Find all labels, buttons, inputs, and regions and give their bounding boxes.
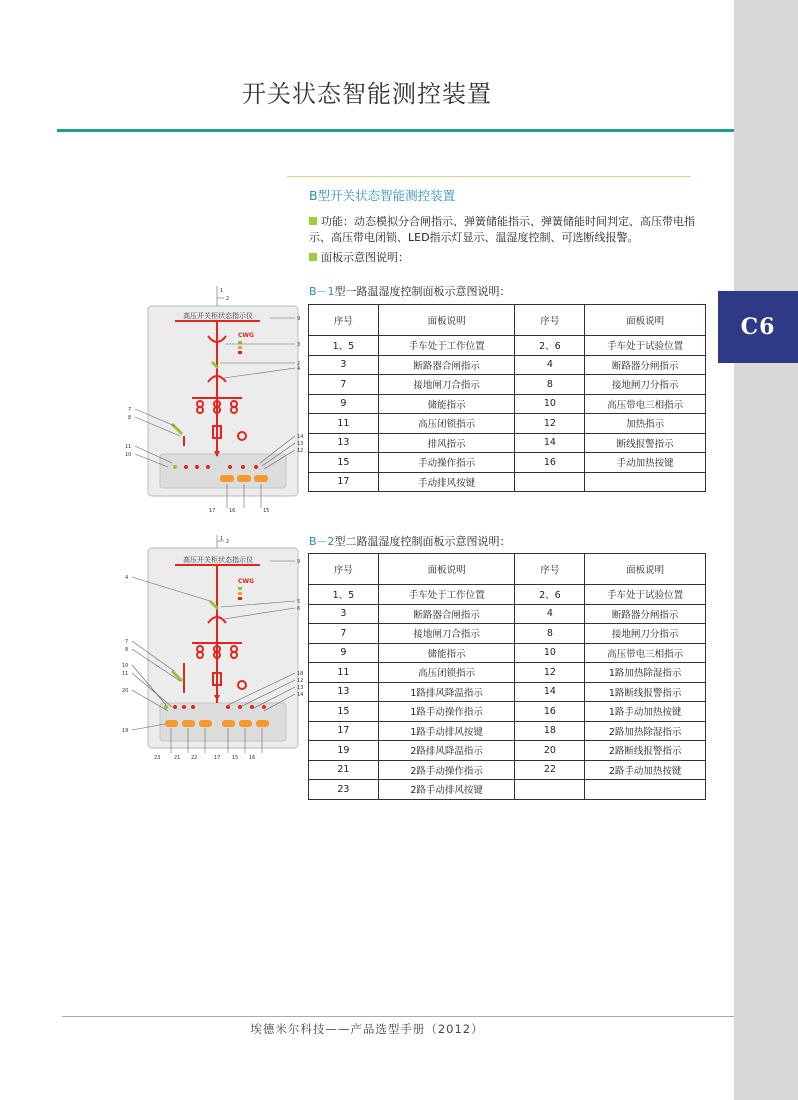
table-cell: 断路器分闸指示 xyxy=(585,604,706,624)
table-cell: 手动排风按键 xyxy=(378,472,515,492)
logo-text: CWG xyxy=(238,332,254,339)
table-cell: 17 xyxy=(309,721,379,741)
bullet-square-icon xyxy=(309,217,317,225)
svg-text:8: 8 xyxy=(128,415,132,421)
table-row xyxy=(309,721,706,741)
table-cell: 15 xyxy=(309,702,379,722)
table-row xyxy=(309,375,706,395)
table-header-cell: 序号 xyxy=(309,305,379,336)
section-title: B型开关状态智能测控装置 xyxy=(309,188,456,203)
table-cell: 8 xyxy=(515,375,585,395)
table-row xyxy=(309,394,706,414)
panel-note: 面板示意图说明： xyxy=(309,250,704,266)
table-row xyxy=(309,760,706,780)
status-led-legend xyxy=(238,341,242,354)
table-cell: 9 xyxy=(309,394,379,414)
table-cell: 11 xyxy=(309,414,379,434)
table-header-cell: 序号 xyxy=(309,554,379,585)
chapter-tab: C6 xyxy=(718,291,798,363)
bullet-square-icon xyxy=(309,253,317,261)
status-led-legend xyxy=(238,587,242,600)
svg-text:22: 22 xyxy=(191,755,198,761)
table-row xyxy=(309,682,706,702)
table-cell: 4 xyxy=(515,355,585,375)
svg-text:10: 10 xyxy=(122,663,129,669)
svg-text:4: 4 xyxy=(125,575,129,581)
table-cell: 4 xyxy=(515,604,585,624)
table-header-cell: 面板说明 xyxy=(378,554,515,585)
svg-text:18: 18 xyxy=(297,671,304,677)
table-row xyxy=(309,336,706,356)
svg-text:9: 9 xyxy=(297,316,301,322)
table-cell: 手车处于工作位置 xyxy=(378,585,515,605)
table-cell: 1、5 xyxy=(309,336,379,356)
page-footer: 埃德米尔科技——产品选型手册（2012） xyxy=(250,1022,484,1036)
table-cell: 8 xyxy=(515,624,585,644)
table-cell: 13 xyxy=(309,682,379,702)
table-cell: 23 xyxy=(309,780,379,800)
table-cell: 断线报警指示 xyxy=(585,433,706,453)
table-cell: 2路手动排风按键 xyxy=(378,780,515,800)
table-cell: 2路加热除湿指示 xyxy=(585,721,706,741)
table-cell: 断路器分闸指示 xyxy=(585,355,706,375)
svg-text:2: 2 xyxy=(226,539,230,545)
table-cell: 14 xyxy=(515,682,585,702)
table-cell: 手车处于工作位置 xyxy=(378,336,515,356)
table-cell: 22 xyxy=(515,760,585,780)
table-cell: 10 xyxy=(515,394,585,414)
svg-text:21: 21 xyxy=(174,755,181,761)
svg-text:15: 15 xyxy=(232,755,239,761)
svg-text:11: 11 xyxy=(122,671,129,677)
table-row xyxy=(309,453,706,473)
svg-text:23: 23 xyxy=(154,755,161,761)
svg-text:7: 7 xyxy=(125,639,129,645)
table-cell: 储能指示 xyxy=(378,643,515,663)
svg-text:2: 2 xyxy=(226,296,230,302)
table-cell xyxy=(585,780,706,800)
table-cell: 断路器合闸指示 xyxy=(378,604,515,624)
table-cell: 11 xyxy=(309,663,379,683)
table-cell: 10 xyxy=(515,643,585,663)
table-cell: 2路手动操作指示 xyxy=(378,760,515,780)
table-cell: 2、6 xyxy=(515,585,585,605)
b2-caption: B－2型二路温湿度控制面板示意图说明： xyxy=(309,535,511,548)
svg-text:16: 16 xyxy=(249,755,256,761)
table-header-cell: 序号 xyxy=(515,554,585,585)
table-cell: 14 xyxy=(515,433,585,453)
svg-text:19: 19 xyxy=(122,728,129,734)
table-header-row xyxy=(309,305,706,336)
table-cell: 18 xyxy=(515,721,585,741)
b1-spec-table xyxy=(308,304,706,492)
table-cell xyxy=(515,472,585,492)
table-cell: 16 xyxy=(515,702,585,722)
table-cell: 1路手动排风按键 xyxy=(378,721,515,741)
table-header-cell: 面板说明 xyxy=(585,554,706,585)
table-cell: 12 xyxy=(515,414,585,434)
table-cell: 加热指示 xyxy=(585,414,706,434)
table-cell: 16 xyxy=(515,453,585,473)
right-sidebar xyxy=(734,0,798,1100)
svg-text:15: 15 xyxy=(263,508,270,514)
table-row xyxy=(309,472,706,492)
table-cell: 1路手动操作指示 xyxy=(378,702,515,722)
table-cell: 2路断线报警指示 xyxy=(585,741,706,761)
table-cell: 储能指示 xyxy=(378,394,515,414)
table-cell: 15 xyxy=(309,453,379,473)
manual-buttons xyxy=(220,475,268,482)
table-cell: 手车处于试验位置 xyxy=(585,585,706,605)
svg-text:17: 17 xyxy=(209,508,216,514)
svg-text:20: 20 xyxy=(122,688,129,694)
svg-text:17: 17 xyxy=(214,755,221,761)
table-cell: 高压带电三相指示 xyxy=(585,394,706,414)
b1-panel-diagram xyxy=(120,286,305,514)
svg-text:1: 1 xyxy=(220,536,224,542)
table-cell: 接地闸刀分指示 xyxy=(585,624,706,644)
b1-caption: B－1型一路温湿度控制面板示意图说明： xyxy=(309,285,511,298)
table-cell: 2、6 xyxy=(515,336,585,356)
svg-text:8: 8 xyxy=(125,647,129,653)
table-row xyxy=(309,780,706,800)
table-row xyxy=(309,663,706,683)
table-row xyxy=(309,585,706,605)
svg-text:1: 1 xyxy=(220,288,224,294)
svg-text:16: 16 xyxy=(229,508,236,514)
table-cell: 高压闭锁指示 xyxy=(378,414,515,434)
table-cell: 2路手动加热按键 xyxy=(585,760,706,780)
b2-panel-diagram xyxy=(118,535,305,765)
svg-text:14: 14 xyxy=(297,692,304,698)
svg-text:12: 12 xyxy=(297,678,304,684)
page-title: 开关状态智能测控装置 xyxy=(242,80,492,108)
table-cell: 断路器合闸指示 xyxy=(378,355,515,375)
table-cell: 3 xyxy=(309,355,379,375)
svg-text:6: 6 xyxy=(297,606,301,612)
table-cell: 12 xyxy=(515,663,585,683)
table-cell: 接地闸刀合指示 xyxy=(378,375,515,395)
table-row xyxy=(309,355,706,375)
table-cell: 1路排风降温指示 xyxy=(378,682,515,702)
table-cell xyxy=(585,472,706,492)
table-cell: 9 xyxy=(309,643,379,663)
section-divider xyxy=(287,176,691,177)
svg-text:4: 4 xyxy=(297,366,301,372)
svg-text:3: 3 xyxy=(297,342,301,348)
svg-text:5: 5 xyxy=(297,599,301,605)
svg-text:13: 13 xyxy=(297,441,304,447)
table-row xyxy=(309,702,706,722)
table-cell: 21 xyxy=(309,760,379,780)
svg-text:10: 10 xyxy=(125,452,132,458)
table-header-row xyxy=(309,554,706,585)
table-cell xyxy=(515,780,585,800)
svg-text:2: 2 xyxy=(297,361,301,367)
table-cell: 1、5 xyxy=(309,585,379,605)
svg-text:13: 13 xyxy=(297,685,304,691)
table-cell: 接地闸刀分指示 xyxy=(585,375,706,395)
table-cell: 排风指示 xyxy=(378,433,515,453)
panel-title-text: 高压开关柜状态指示仪 xyxy=(183,556,253,564)
title-divider xyxy=(57,129,734,132)
table-header-cell: 序号 xyxy=(515,305,585,336)
table-header-cell: 面板说明 xyxy=(378,305,515,336)
panel-title-text: 高压开关柜状态指示仪 xyxy=(183,312,253,320)
table-cell: 手动加热按键 xyxy=(585,453,706,473)
table-row xyxy=(309,414,706,434)
table-row xyxy=(309,643,706,663)
table-row xyxy=(309,433,706,453)
footer-divider xyxy=(62,1016,734,1017)
table-header-cell: 面板说明 xyxy=(585,305,706,336)
b2-spec-table xyxy=(308,553,706,800)
table-cell: 1路断线报警指示 xyxy=(585,682,706,702)
table-cell: 1路手动加热按键 xyxy=(585,702,706,722)
function-description: 功能：动态模拟分合闸指示、弹簧储能指示、弹簧储能时间判定、高压带电指示、高压带电闭锁、LED指示灯显示、温湿度控制、可选断线报警。 xyxy=(309,215,695,244)
table-cell: 3 xyxy=(309,604,379,624)
table-cell: 7 xyxy=(309,624,379,644)
svg-text:7: 7 xyxy=(128,407,132,413)
table-cell: 17 xyxy=(309,472,379,492)
table-cell: 手动操作指示 xyxy=(378,453,515,473)
table-cell: 13 xyxy=(309,433,379,453)
table-cell: 高压带电三相指示 xyxy=(585,643,706,663)
svg-text:9: 9 xyxy=(297,559,301,565)
table-cell: 手车处于试验位置 xyxy=(585,336,706,356)
table-cell: 19 xyxy=(309,741,379,761)
table-cell: 20 xyxy=(515,741,585,761)
table-cell: 高压闭锁指示 xyxy=(378,663,515,683)
logo-text: CWG xyxy=(238,578,254,585)
table-cell: 接地闸刀合指示 xyxy=(378,624,515,644)
table-row xyxy=(309,624,706,644)
table-row xyxy=(309,741,706,761)
svg-text:11: 11 xyxy=(125,444,132,450)
table-cell: 7 xyxy=(309,375,379,395)
table-cell: 2路排风降温指示 xyxy=(378,741,515,761)
table-cell: 1路加热除湿指示 xyxy=(585,663,706,683)
table-row xyxy=(309,604,706,624)
svg-text:12: 12 xyxy=(297,448,304,454)
svg-text:14: 14 xyxy=(297,434,304,440)
